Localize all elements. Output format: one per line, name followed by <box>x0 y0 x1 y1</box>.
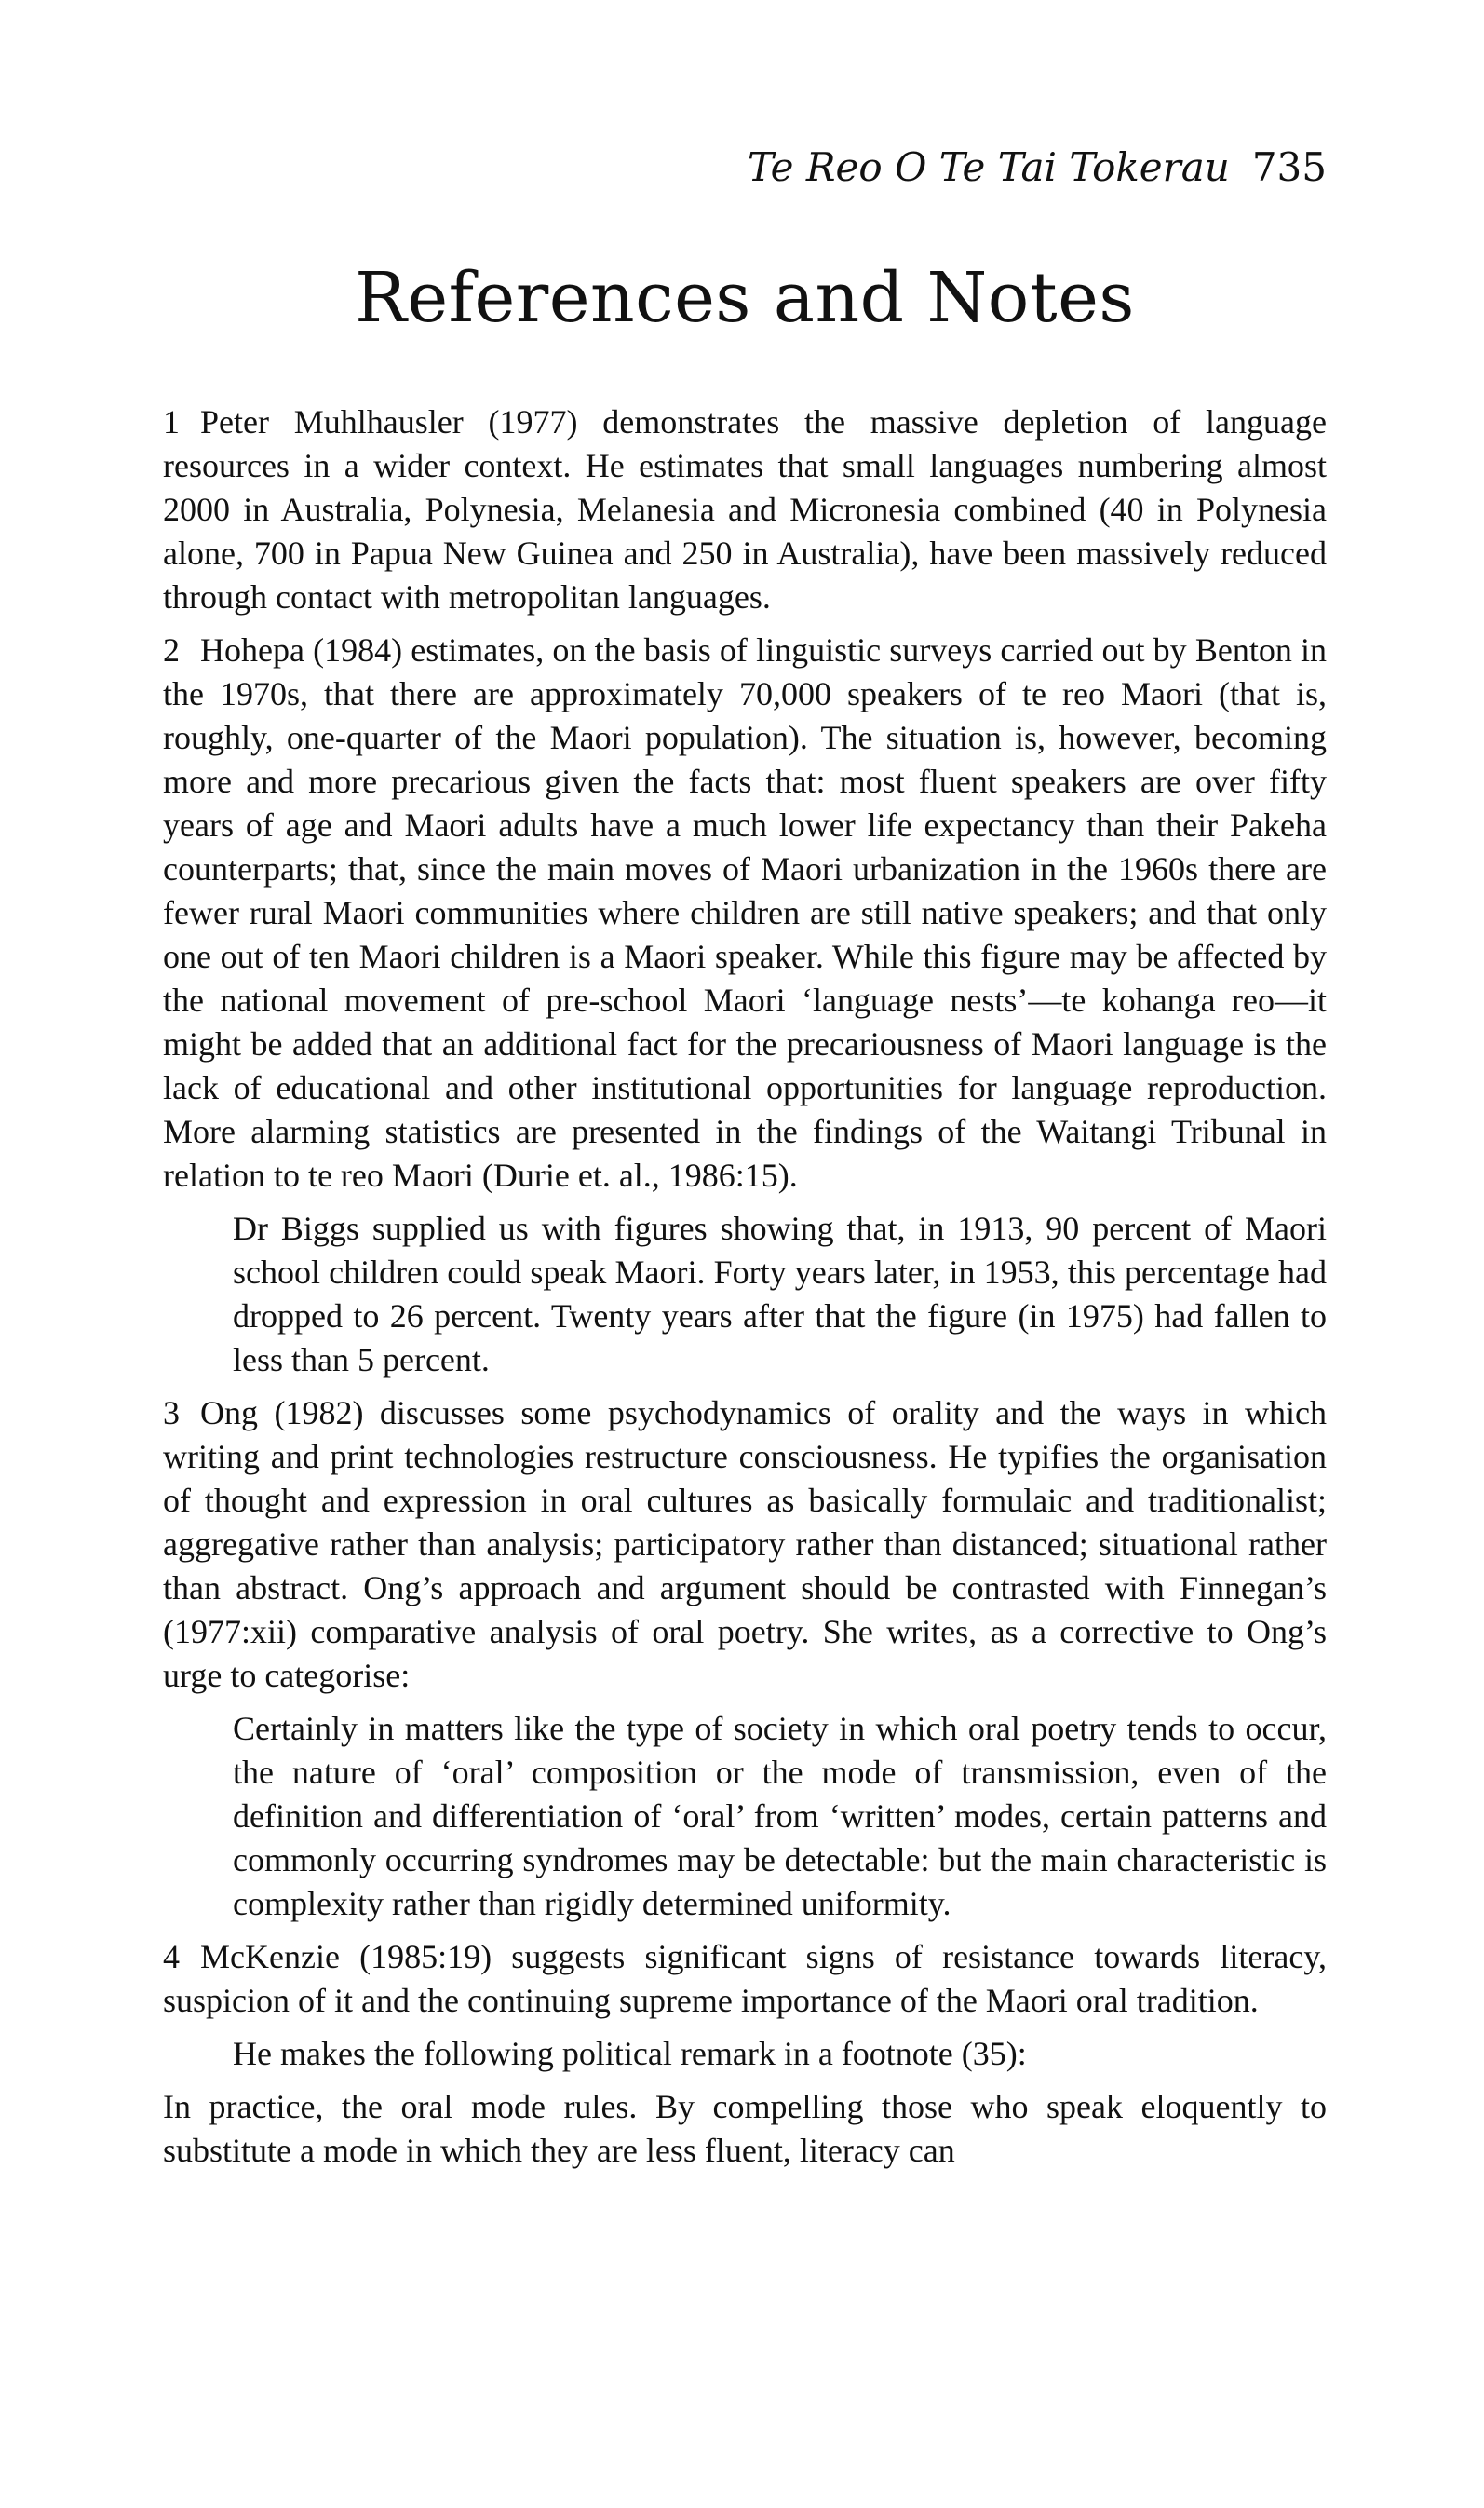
note-continuation: He makes the following political remark in a footnote (35): <box>233 2035 1027 2072</box>
notes-list <box>163 400 1327 2173</box>
note-text: Ong (1982) discusses some psychodynamics of orality and the ways in which writing and print technologies restructure consciousness. He typifies the organisation of thought and expression in oral cultures as basically formulaic and traditionalist; aggregative rather than analysis; participatory rather than distanced; situational rather than abstract. Ong’s approach and argument should be contrasted with Finnegan’s (1977:xii) comparative analysis of oral poetry. She writes, as a corrective to Ong’s urge to categorise: <box>163 1394 1327 1694</box>
note-text: Hohepa (1984) estimates, on the basis of linguistic surveys carried out by Benton in the 1970s, that there are approximately 70,000 speakers of te reo Maori (that is, roughly, one-quarter of the Maori population). The situation is, however, becoming more and more precarious given the facts that: most fluent speakers are over fifty years of age and Maori adults have a much lower life expectancy than their Pakeha counterparts; that, since the main moves of Maori urbanization in the 1960s there are fewer rural Maori communities where children are still native speakers; and that only one out of ten Maori children is a Maori speaker. While this figure may be affected by the national movement of pre-school Maori ‘language nests’—te kohanga reo—it might be added that an additional fact for the precariousness of Maori language is the lack of educational and other institutional opportunities for language reproduction. More alarming statistics are presented in the findings of the Waitangi Tribunal in relation to te reo Maori (Durie et. al., 1986:15). <box>163 631 1327 1194</box>
note-4 <box>163 1935 1327 2023</box>
running-title: Te Reo O Te Tai Tokerau <box>747 144 1230 190</box>
note-text: McKenzie (1985:19) suggests significant signs of resistance towards literacy, suspicion of it and the continuing supreme importance of the Maori oral tradition. <box>163 1938 1327 2019</box>
note-text: Peter Muhlhausler (1977) demonstrates the massive depletion of language resources in a wider context. He estimates that small languages numbering almost 2000 in Australia, Polynesia, Melanesia and Micronesia combined (40 in Polynesia alone, 700 in Papua New Guinea and 250 in Australia), have been massively reduced through contact with metropolitan languages. <box>163 403 1327 616</box>
note-number: 3 <box>163 1394 180 1431</box>
block-quote: Certainly in matters like the type of society in which oral poetry tends to occur, the nature of ‘oral’ composition or the mode of transmission, even of the definition and differentiation of ‘oral’ from ‘written’ modes, certain patterns and commonly occurring syndromes may be detectable: but the main characteristic is complexity rather than rigidly determined uniformity. <box>233 1710 1327 1922</box>
note-number: 4 <box>163 1938 180 1975</box>
note-number: 2 <box>163 631 180 669</box>
document-page <box>163 140 1327 2182</box>
note-3 <box>163 1391 1327 1698</box>
block-quote: Dr Biggs supplied us with figures showing that, in 1913, 90 percent of Maori school children could speak Maori. Forty years later, in 1953, this percentage had dropped to 26 percent. Twenty years after that the figure (in 1975) had fallen to less than 5 percent. <box>233 1210 1327 1378</box>
note-2 <box>163 629 1327 1198</box>
note-number: 1 <box>163 403 180 441</box>
quoted-passage: In practice, the oral mode rules. By compelling those who speak eloquently to substitute a mode in which they are less fluent, literacy can <box>163 2088 1327 2169</box>
running-head <box>163 140 1327 196</box>
page-number: 735 <box>1251 144 1327 190</box>
note-1 <box>163 400 1327 619</box>
section-title: References and Notes <box>355 258 1135 338</box>
